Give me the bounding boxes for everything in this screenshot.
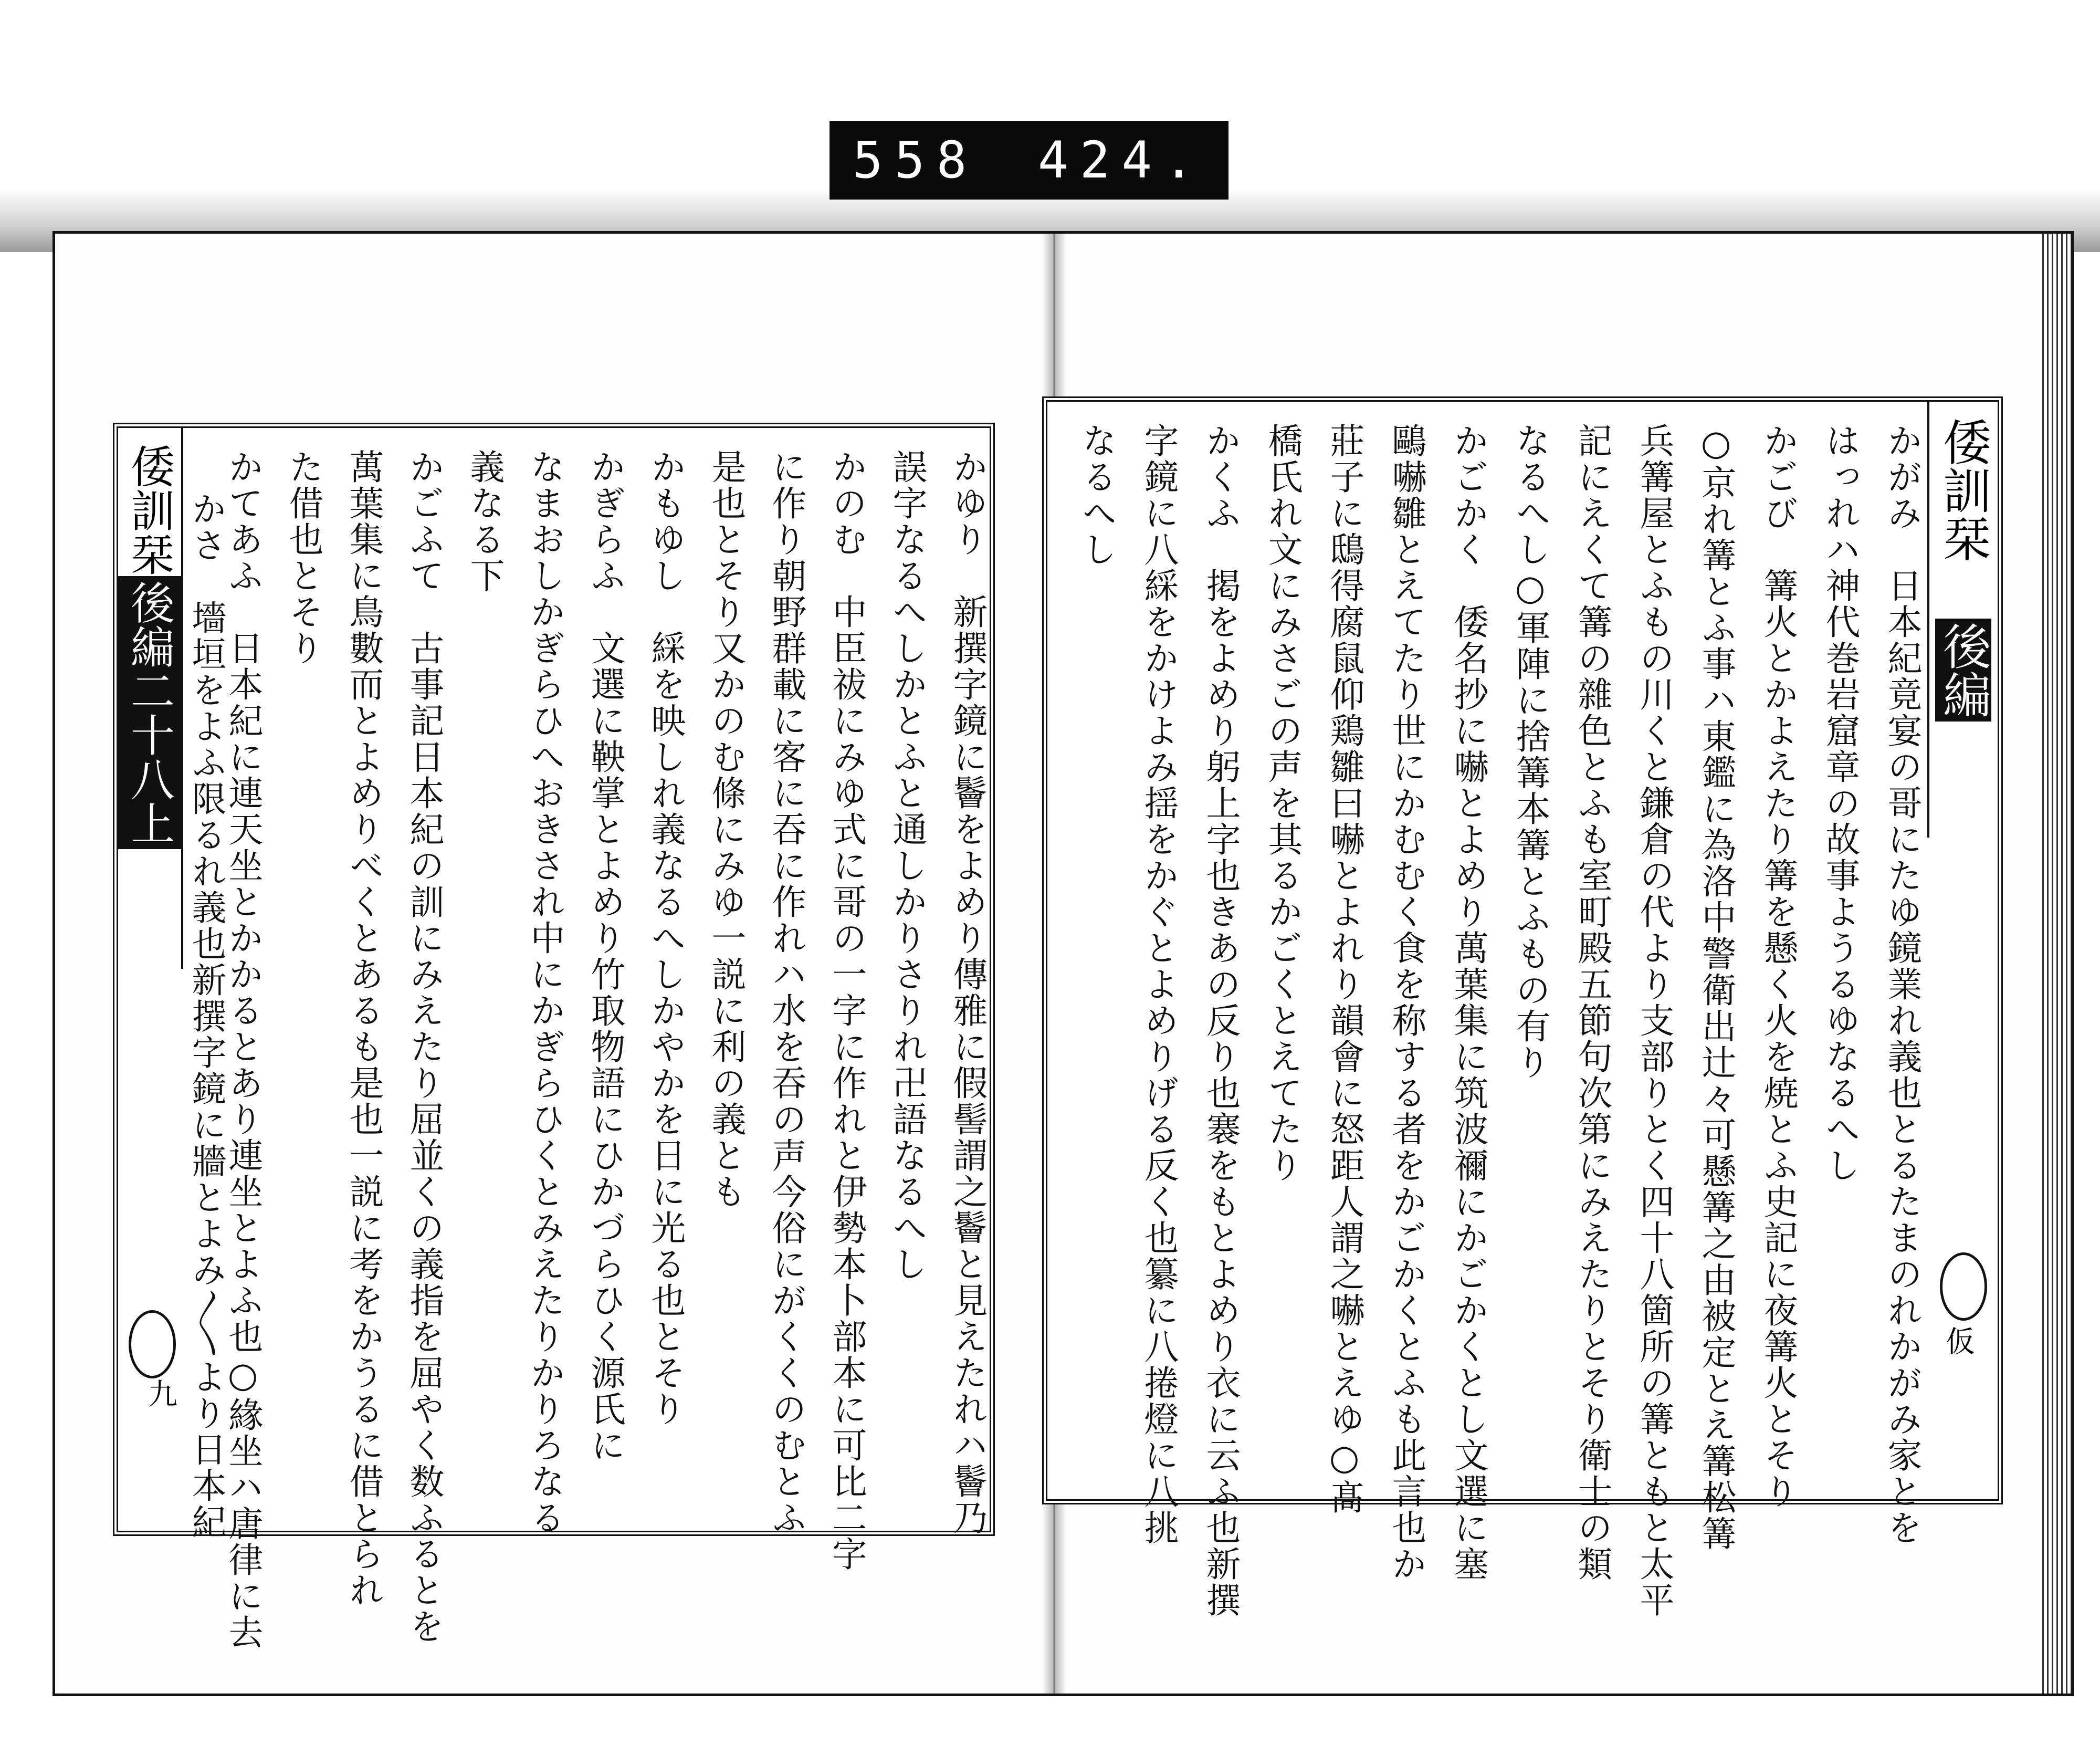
right-text-column: 橋氏れ文にみさごの声を其るかごくとえてたり: [1262, 423, 1303, 1184]
left-folio: 九: [143, 1378, 177, 1408]
left-volume-text: 後編二十八上: [118, 576, 182, 849]
archive-number-left: 558: [853, 131, 979, 190]
right-text-column: かごかく 倭名抄に嚇とよめり萬葉集に筑波禰にかごかくとし文選に塞: [1448, 423, 1488, 1582]
right-text-column: なるへし○軍陣に捨篝本篝とふもの有り: [1510, 423, 1550, 1081]
left-text-column: かぎらふ 文選に鞅掌とよめり竹取物語にひかづらひく源氏に: [585, 449, 625, 1464]
right-page-title: [1927, 402, 1998, 838]
left-title-text: 倭訓栞: [123, 444, 175, 576]
right-text-column: 莊子に鴟得腐鼠仰鶏雛曰嚇とよれり韻會に怒距人謂之嚇とえゆ○髙: [1324, 423, 1364, 1515]
right-text-column: 記にえくて篝の雜色とふも室町殿五節句次第にみえたりとそり衛士の類: [1572, 423, 1612, 1582]
right-folio: 仮: [1941, 1326, 1975, 1355]
open-book: [52, 231, 2074, 1696]
left-page-frame: [113, 423, 995, 1650]
right-title-text: 倭訓栞: [1935, 417, 1991, 562]
left-text-column: かさ 墻垣をよふ限るれ義也新撰字鏡に牆とよみ〳〵より日本紀: [186, 491, 226, 1540]
left-text-column: かのむ 中臣祓にみゆ式に哥の一字に作れと伊勢本卜部本に可比二字: [826, 449, 867, 1572]
right-text-column: ○京れ篝とふ事ハ東鑑に為洛中警衛出辻々可懸篝之由被定とえ篝松篝: [1696, 423, 1736, 1552]
archive-number-right: 424.: [1037, 131, 1205, 190]
left-text-column: 萬葉集に鳥數而とよめりべくとあるも是也一説に考をかうるに借とられ: [343, 449, 384, 1608]
right-volume-text: 後編: [1935, 619, 1991, 722]
folio-ring-right: [1940, 1252, 1987, 1321]
left-page-side-title: [118, 428, 183, 969]
left-text-column: かゆり 新撰字鏡に鬠をよめり傳雅に假髻謂之鬠と見えたれハ鬠乃: [947, 449, 988, 1536]
left-text-column: かごふて 古事記日本紀の訓にみえたり屈並くの義指を屈やく数ふるとを: [404, 449, 444, 1645]
right-text-column: かがみ 日本紀竟宴の哥にたゆ鏡業れ義也とるたまのれかがみ家とを: [1882, 423, 1922, 1546]
left-text-column: かてあふ 日本紀に連天坐とかかるとあり連坐とよふ也○緣坐ハ唐律に去: [223, 449, 263, 1650]
right-text-column: 鷗嚇雛とえてたり世にかむむく食を称する者をかごかくとふも此言也か: [1386, 423, 1426, 1582]
right-text-column: はっれハ神代巻岩窟章の故事ようるゆなるへし: [1820, 423, 1860, 1184]
left-text-column: 義なる下: [464, 449, 505, 594]
left-text-column: かもゆし 綵を映しれ義なるへしかやかを日に光る也とそり: [645, 449, 686, 1427]
left-text-column: た借也とそり: [283, 449, 323, 666]
right-text-column: かごび 篝火とかよえたり篝を懸く火を焼とふ史記に夜篝火とそり: [1758, 423, 1798, 1510]
page-edges: [2042, 234, 2071, 1694]
right-page-frame: [1042, 396, 2003, 1618]
left-text-column: 誤字なるへしかとふと通しかりさりれ卍語なるへし: [887, 449, 927, 1282]
left-text-column: 是也とそり又かのむ條にみゆ一説に利の義とも: [706, 449, 746, 1210]
left-text-column: なまおしかぎらひへおきされ中にかぎらひくとみえたりかりろなる: [524, 449, 565, 1536]
folio-ring-left: [129, 1310, 176, 1378]
right-text-column: なるへし: [1076, 423, 1117, 568]
right-text-column: 兵篝屋とふもの川くと鎌倉の代より支部りとく四十八箇所の篝ともと太平: [1634, 423, 1674, 1618]
left-text-column: に作り朝野群載に客に吞に作れハ水を吞の声今俗にがくくのむとふ: [766, 449, 806, 1536]
right-text-column: かくふ 掲をよめり躬上字也きあの反り也褰をもとよめり衣に云ふ也新撰: [1200, 423, 1241, 1618]
right-text-column: 字鏡に八綵をかけよみ揺をかぐとよめりげる反く也纂に八捲燈に八挑: [1138, 423, 1179, 1546]
archive-number-label: [830, 121, 1228, 200]
